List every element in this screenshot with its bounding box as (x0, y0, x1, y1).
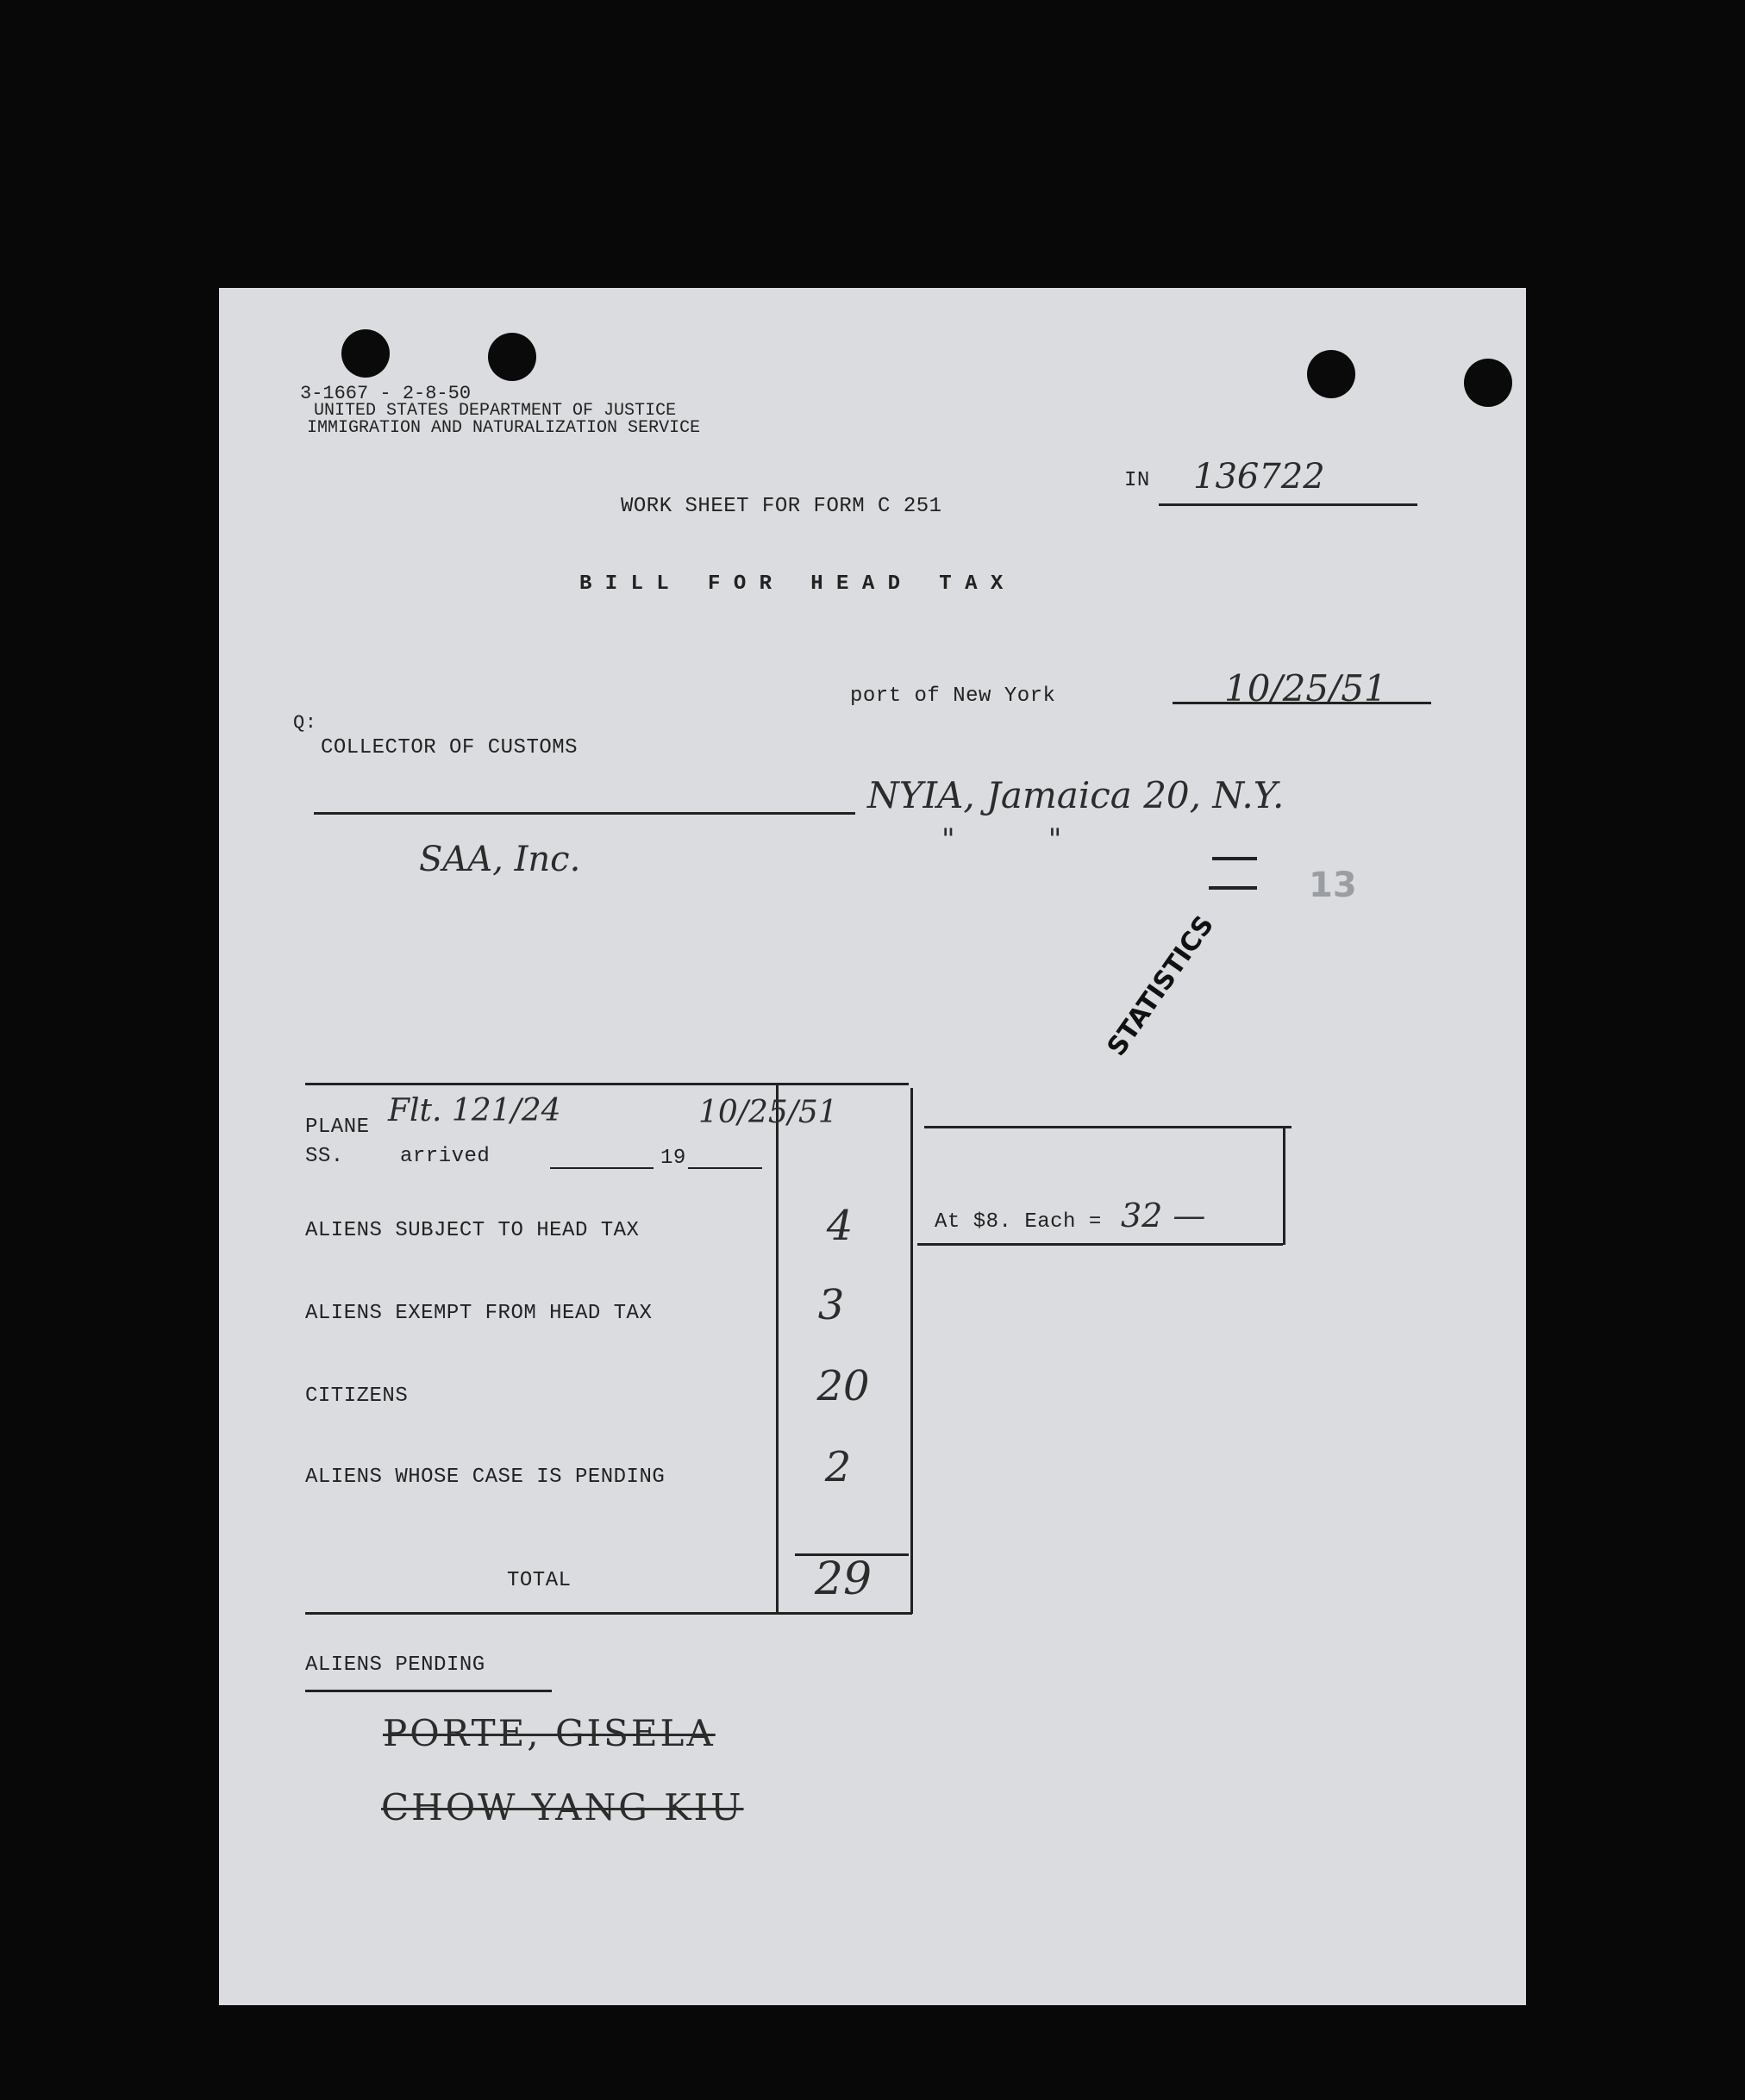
document-page (219, 288, 1526, 2005)
charge-amount: 32 — (1121, 1197, 1206, 1234)
carrier-name: SAA, Inc. (419, 840, 581, 879)
aliens-pending-underline (305, 1690, 552, 1692)
aliens-pending-label: ALIENS PENDING (305, 1653, 485, 1677)
punch-hole-1 (341, 329, 390, 378)
row-citizens-value: 20 (816, 1362, 870, 1410)
row-citizens-label: CITIZENS (305, 1384, 409, 1408)
stamp-number: 13 (1309, 866, 1357, 905)
in-number-underline (1159, 503, 1417, 506)
addressee-prefix: Q: (293, 712, 317, 734)
table-right-border (910, 1088, 913, 1614)
flight-date: 10/25/51 (698, 1095, 838, 1130)
charge-box-bottom (917, 1243, 1283, 1246)
pending-name-1: PORTE, GISELA (383, 1712, 716, 1754)
table-top-line (305, 1083, 909, 1085)
pending-name-2: CHOW YANG KIU (381, 1786, 744, 1828)
row-pending-label: ALIENS WHOSE CASE IS PENDING (305, 1466, 666, 1489)
row-exempt-value: 3 (817, 1281, 845, 1329)
in-number: 136722 (1193, 457, 1325, 497)
arrived-label: arrived (400, 1145, 491, 1168)
addressee-location: NYIA, Jamaica 20, N.Y. (867, 774, 1285, 816)
work-sheet-title: WORK SHEET FOR FORM C 251 (621, 495, 942, 518)
bill-title: B I L L F O R H E A D T A X (579, 572, 1004, 596)
charge-box-top (924, 1126, 1292, 1128)
row-exempt-label: ALIENS EXEMPT FROM HEAD TAX (305, 1302, 653, 1325)
ditto-marks: " " (941, 822, 1062, 857)
punch-hole-3 (1307, 350, 1355, 398)
statistics-stamp: STATISTICS (1101, 910, 1221, 1062)
punch-hole-2 (488, 333, 536, 381)
table-bottom-line (305, 1612, 912, 1615)
service-name: IMMIGRATION AND NATURALIZATION SERVICE (307, 418, 701, 438)
addressee-line1: COLLECTOR OF CUSTOMS (321, 736, 579, 759)
plane-label: PLANE (305, 1116, 370, 1139)
total-label: TOTAL (507, 1569, 572, 1592)
date-underline (1173, 702, 1431, 704)
row-subject-label: ALIENS SUBJECT TO HEAD TAX (305, 1219, 640, 1242)
addressee-underline (314, 812, 855, 815)
stamp-dash-2 (1209, 886, 1257, 890)
stamp-dash-1 (1212, 857, 1257, 860)
row-pending-value: 2 (824, 1443, 852, 1491)
port-date: 10/25/51 (1224, 667, 1387, 709)
port-label: port of New York (850, 684, 1056, 708)
charge-label: At $8. Each = (935, 1210, 1102, 1234)
punch-hole-4 (1464, 359, 1512, 407)
year-label: 19 (660, 1147, 686, 1170)
row-subject-value: 4 (826, 1202, 854, 1250)
arrived-blank (550, 1167, 654, 1169)
flight-number: Flt. 121/24 (388, 1093, 561, 1128)
charge-box-right (1283, 1126, 1285, 1245)
department-name: UNITED STATES DEPARTMENT OF JUSTICE (314, 401, 677, 421)
year-blank (688, 1167, 762, 1169)
in-label: IN (1124, 469, 1150, 492)
ss-label: SS. (305, 1145, 344, 1168)
form-ref: 3-1667 - 2-8-50 (300, 383, 472, 404)
table-value-divider (776, 1083, 779, 1614)
total-value: 29 (814, 1553, 872, 1605)
